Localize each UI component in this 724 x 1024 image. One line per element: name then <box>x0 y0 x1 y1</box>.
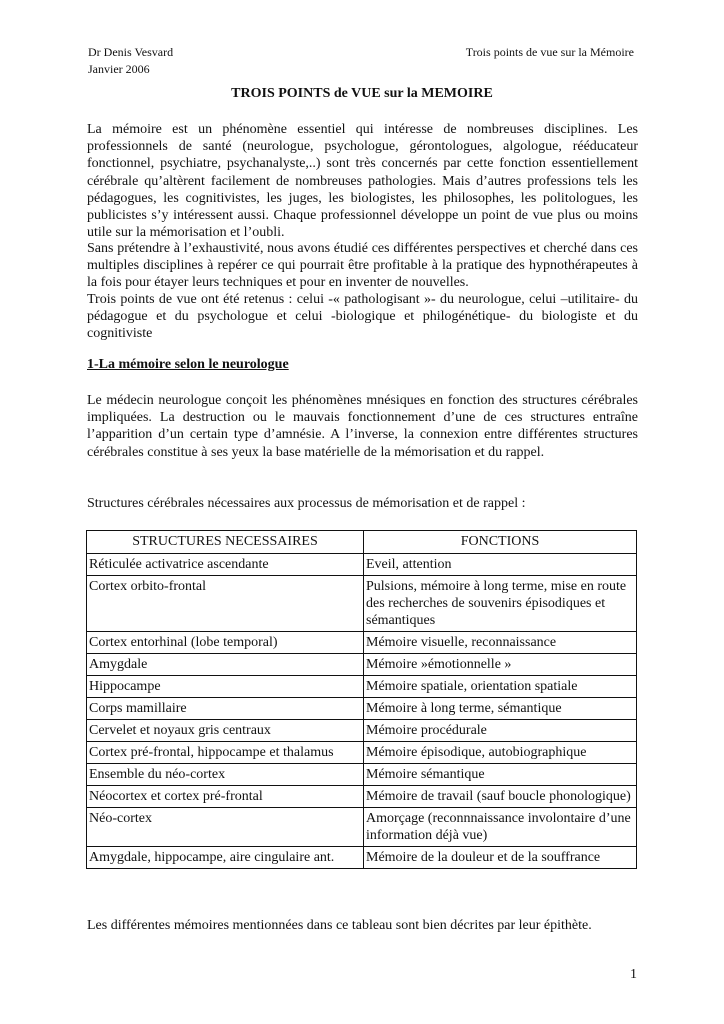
structure-cell: Néocortex et cortex pré-frontal <box>87 786 364 808</box>
table-row <box>87 632 637 654</box>
table-row <box>87 742 637 764</box>
document-title: TROIS POINTS de VUE sur la MEMOIRE <box>231 86 493 101</box>
function-cell: Mémoire spatiale, orientation spatiale <box>364 676 637 698</box>
structure-cell: Cervelet et noyaux gris centraux <box>87 720 364 742</box>
function-cell: Mémoire épisodique, autobiographique <box>364 742 637 764</box>
structure-cell: Cortex pré-frontal, hippocampe et thalamus <box>87 742 364 764</box>
structure-cell: Ensemble du néo-cortex <box>87 764 364 786</box>
after-table-paragraph: Les différentes mémoires mentionnées dans ce tableau sont bien décrites par leur épithète. <box>87 918 592 933</box>
table-row <box>87 698 637 720</box>
structure-cell: Cortex entorhinal (lobe temporal) <box>87 632 364 654</box>
structure-cell: Hippocampe <box>87 676 364 698</box>
table-row <box>87 764 637 786</box>
table-row <box>87 676 637 698</box>
structures-table <box>86 530 637 869</box>
table-row <box>87 786 637 808</box>
table-row <box>87 654 637 676</box>
page-number: 1 <box>630 967 637 982</box>
intro-paragraph-1: La mémoire est un phénomène essentiel qui intéresse de nombreuses disciplines. Les professionnels de santé (neurologue, psychologue, gérontologues, algologue, rééducateur fonctionnel, psychiatre, psychanalyste,..) sont très concernés par cette fonction essentiellement cérébrale qu’altèrent facilement de nombreuses pathologies. Mais d’autres professions tels les pédagogues, les cognitivistes, les juges, les biologistes, les philosophes, les politologues, les publicistes s’y intéressent aussi. Chaque professionnel développe un point de vue plus ou moins utile sur la mémorisation et l’oubli. <box>87 122 638 241</box>
function-cell: Mémoire à long terme, sémantique <box>364 698 637 720</box>
table-row <box>87 554 637 576</box>
structure-cell: Néo-cortex <box>87 808 364 847</box>
structure-cell: Cortex orbito-frontal <box>87 576 364 632</box>
function-cell: Mémoire procédurale <box>364 720 637 742</box>
function-cell: Mémoire visuelle, reconnaissance <box>364 632 637 654</box>
function-cell: Mémoire de travail (sauf boucle phonologique) <box>364 786 637 808</box>
table-row <box>87 808 637 847</box>
function-cell: Eveil, attention <box>364 554 637 576</box>
table-row <box>87 720 637 742</box>
function-cell: Amorçage (reconnnaissance involontaire d’une information déjà vue) <box>364 808 637 847</box>
structure-cell: Amygdale <box>87 654 364 676</box>
section-heading: 1-La mémoire selon le neurologue <box>87 357 289 372</box>
intro-paragraph-3: Trois points de vue ont été retenus : celui -« pathologisant »- du neurologue, celui –utilitaire- du pédagogue et du psychologue et celui -biologique et philogénétique- du biologiste et du cognitiviste <box>87 292 638 342</box>
table-row <box>87 576 637 632</box>
structure-cell: Amygdale, hippocampe, aire cingulaire ant. <box>87 847 364 869</box>
header-author: Dr Denis Vesvard <box>88 45 174 59</box>
structure-cell: Réticulée activatrice ascendante <box>87 554 364 576</box>
header-running-title: Trois points de vue sur la Mémoire <box>465 45 634 59</box>
intro-paragraph-2: Sans prétendre à l’exhaustivité, nous avons étudié ces différentes perspectives et cherché dans ces multiples disciplines à repérer ce qui pourrait être profitable à la pratique des hypnothérapeutes à la fois pour étayer leurs techniques et pour en inventer de nouvelles. <box>87 241 638 291</box>
table-row <box>87 847 637 869</box>
function-cell: Mémoire sémantique <box>364 764 637 786</box>
table-header-row <box>87 531 637 554</box>
table-intro: Structures cérébrales nécessaires aux processus de mémorisation et de rappel : <box>87 496 526 511</box>
function-cell: Mémoire de la douleur et de la souffrance <box>364 847 637 869</box>
section-paragraph: Le médecin neurologue conçoit les phénomènes mnésiques en fonction des structures cérébrales impliquées. La destruction ou le mauvais fonctionnement d’une de ces structures entraîne l’apparition d’un certain type d’amnésie. A l’inverse, la connexion entre différentes structures cérébrales constitue à ses yeux la base matérielle de la mémorisation et du rappel. <box>87 393 638 460</box>
column-header-functions: FONCTIONS <box>364 531 637 554</box>
function-cell: Pulsions, mémoire à long terme, mise en route des recherches de souvenirs épisodiques et sémantiques <box>364 576 637 632</box>
column-header-structures: STRUCTURES NECESSAIRES <box>87 531 364 554</box>
function-cell: Mémoire »émotionnelle » <box>364 654 637 676</box>
header-date: Janvier 2006 <box>88 62 150 76</box>
structure-cell: Corps mamillaire <box>87 698 364 720</box>
